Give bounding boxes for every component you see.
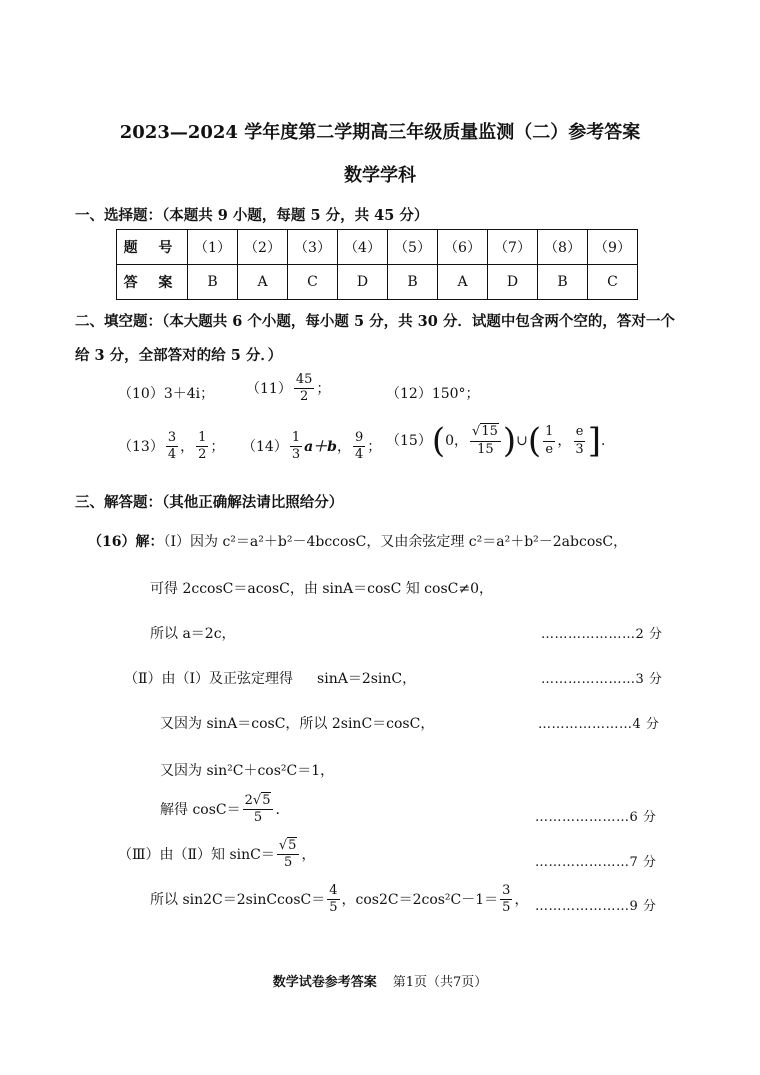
table-cell: （6）	[438, 230, 488, 265]
q15-union: ∪	[516, 433, 528, 449]
q12	[386, 383, 480, 403]
q16-line9-pre: 所以 sin2C＝2sinCcosC＝	[150, 891, 326, 908]
table-cell: （9）	[588, 230, 638, 265]
q16-line9: 所以 sin2C＝2sinCcosC＝ $\frac{4}{5}$ ，cos2C＝2cos²C－1＝ $\frac{3}{5}$ ，	[150, 883, 529, 916]
q13-label: （13）	[118, 438, 164, 455]
page-footer	[0, 971, 760, 990]
score-mark: …………………2 分	[541, 627, 663, 642]
q14-den: 3	[291, 447, 301, 463]
q16-line1	[88, 531, 627, 551]
score-mark: …………………7 分	[535, 855, 657, 870]
q15-c-den: e	[545, 441, 554, 457]
q14-fraction	[290, 430, 302, 464]
table-cell: C	[288, 265, 338, 300]
q16-line6: 又因为 sin²C＋cos²C＝1，	[160, 763, 335, 779]
q10-answer: 3＋4i；	[163, 386, 215, 402]
section2-heading-line1: 二、填空题：（本大题共 6 个小题，每小题 5 分，共 30 分．试题中包含两个空的，答对一个	[75, 313, 675, 330]
table-row	[117, 230, 638, 265]
q16-line9-den2: 5	[502, 900, 511, 916]
answer-table	[116, 229, 638, 300]
table-cell: B	[538, 265, 588, 300]
q16-line8-den: 5	[284, 855, 293, 871]
q15-den: 15	[477, 441, 494, 457]
section1-heading: 一、选择题：（本题共 9 小题，每题 5 分，共 45 分）	[75, 207, 429, 224]
q15-zero: 0	[445, 433, 455, 449]
footer-page: 第1页（共7页）	[392, 975, 488, 990]
q11-fraction	[294, 372, 315, 406]
table-cell: A	[438, 265, 488, 300]
q12-answer: 150°；	[431, 386, 480, 402]
q16-part3-label: （Ⅲ）	[118, 846, 160, 863]
q16-line7-pre: 解得 cosC＝	[160, 801, 241, 818]
q16-line4-text: 由（Ⅰ）及正弦定理得	[161, 671, 294, 687]
q16-line5: 又因为 sinA＝cosC，所以 2sinC＝cosC，	[160, 716, 435, 732]
table-cell: D	[488, 265, 538, 300]
q14-label: （14）	[242, 438, 288, 455]
q10	[118, 383, 214, 403]
q16-line7: 解得 cosC＝ $\frac{2√5}{5}$ ．	[160, 793, 290, 826]
q16-line9-den: 5	[329, 900, 338, 916]
q14-num: 1	[290, 430, 302, 447]
q16-line9-num2: 3	[500, 883, 512, 900]
q16-line1-text: 因为 c²＝a²＋b²－4bccosC，又由余弦定理 c²＝a²＋b²－2abcosC，	[190, 534, 628, 550]
table-cell: （8）	[538, 230, 588, 265]
q15-rad: 15	[481, 424, 498, 440]
q16-line8: （Ⅲ）由（Ⅱ）知 sinC＝ $\frac{√5}{5}$ ，	[118, 838, 316, 871]
q16-line8-fraction: $\frac{√5}{5}$	[277, 838, 300, 872]
q13-fraction-b	[196, 430, 208, 464]
table-cell: C	[588, 265, 638, 300]
q13-a-num: 3	[166, 430, 178, 447]
score-mark: …………………9 分	[535, 899, 657, 914]
q16-part1-label: （Ⅰ）	[163, 534, 191, 550]
q16-line4	[124, 668, 416, 688]
q16-line9-num: 4	[327, 883, 339, 900]
q14-expr: a＋b	[304, 438, 337, 455]
q10-label: （10）	[118, 386, 164, 402]
q13-a-den: 4	[167, 447, 177, 463]
q13-b-den: 2	[198, 447, 207, 463]
q16-line4-eq: sinA＝2sinC，	[317, 671, 417, 687]
q14-b-den: 4	[354, 447, 364, 463]
q11-den: 2	[299, 389, 309, 405]
table-cell: （4）	[338, 230, 388, 265]
q16-line7-rad: 5	[262, 793, 271, 808]
table-cell: （2）	[238, 230, 288, 265]
q15-d-num: e	[574, 424, 586, 441]
q16-line8-rad: 5	[288, 838, 297, 853]
section2-heading-line2: 给 3 分，全部答对的给 5 分．）	[75, 347, 283, 364]
q15-fraction-d	[573, 424, 585, 458]
table-cell: （5）	[388, 230, 438, 265]
table-cell: （1）	[188, 230, 238, 265]
q16-line7-den: 5	[253, 810, 263, 826]
score-mark: …………………4 分	[538, 717, 660, 732]
q16-line9-fraction-a	[327, 883, 339, 917]
table-row-label: 答 案	[117, 265, 188, 300]
q15-d-den: 3	[575, 441, 584, 457]
footer-left: 数学试卷参考答案	[272, 975, 377, 990]
q11-label: （11）	[246, 380, 292, 397]
table-row-label: 题 号	[117, 230, 188, 265]
q13: （13） $\frac{3}{4}$ ， $\frac{1}{2}$ ；	[118, 430, 225, 463]
q16-line7-coef: 2	[244, 793, 253, 808]
subject-title: 数学学科	[344, 165, 416, 186]
score-mark: …………………6 分	[535, 810, 657, 825]
q16-part2-label: （Ⅱ）	[124, 671, 162, 687]
page-title: 2023—2024 学年度第二学期高三年级质量监测（二）参考答案	[119, 122, 641, 143]
q16-line7-fraction: $\frac{2√5}{5}$	[243, 793, 274, 827]
q11-num: 45	[294, 372, 315, 389]
q14-fraction-b	[353, 430, 365, 464]
table-cell: A	[238, 265, 288, 300]
q11	[246, 372, 330, 406]
q12-label: （12）	[386, 386, 432, 402]
q15-fraction-c	[543, 424, 555, 458]
q13-b-num: 1	[196, 430, 208, 447]
section3-heading: 三、解答题：（其他正确解法请比照给分）	[75, 494, 344, 511]
table-cell: B	[188, 265, 238, 300]
q14-b-num: 9	[353, 430, 365, 447]
table-cell: （7）	[488, 230, 538, 265]
score-mark: …………………3 分	[541, 672, 663, 687]
q16-line3: 所以 a＝2c，	[150, 626, 236, 642]
q16-line2: 可得 2ccosC＝acosC，由 sinA＝cosC 知 cosC≠0，	[150, 581, 493, 597]
q16-line8-pre: 由（Ⅱ）知 sinC＝	[159, 846, 275, 863]
table-cell: （3）	[288, 230, 338, 265]
table-cell: D	[338, 265, 388, 300]
q15-label: （15）	[386, 433, 432, 449]
q15-fraction-a: $\frac{√15}{15}$	[470, 424, 501, 458]
q15-c-num: 1	[543, 424, 555, 441]
q14: （14） $\frac{1}{3}$ a＋b， $\frac{9}{4}$ ；	[242, 430, 382, 463]
table-cell: B	[388, 265, 438, 300]
q16-label: （16）解：	[88, 534, 164, 550]
q11-tail: ；	[316, 380, 331, 397]
q16-line9-fraction-b	[500, 883, 512, 917]
q13-fraction-a	[166, 430, 178, 464]
q15: （15）(0， $\frac{√15}{15}$ )∪( $\frac{1}{e}$ ， $\frac{e}{3}$ ]．	[386, 421, 615, 461]
q16-line9-mid: cos2C＝2cos²C－1＝	[355, 891, 499, 908]
table-row	[117, 265, 638, 300]
